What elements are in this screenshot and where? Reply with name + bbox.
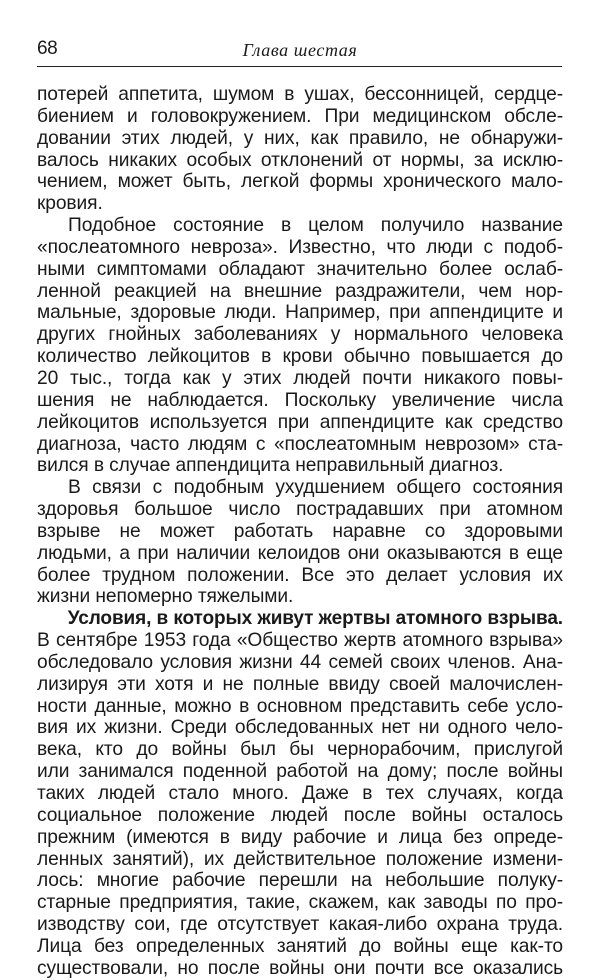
text-line: ными симптомами обладают значительно более ослаб- — [37, 258, 563, 280]
text-line: людьми, а при наличии келоидов они оказываются в еще — [37, 542, 563, 564]
text-line: вия их жизни. Среди обследованных нет ни одного чело- — [37, 717, 563, 739]
text-line: 20 тыс., тогда как у этих людей почти никакого повы- — [37, 367, 563, 389]
section-paragraph — [37, 608, 563, 979]
text-line: В связи с подобным ухудшением общего состояния — [68, 477, 563, 499]
text-line: В сентябре 1953 года «Общество жертв атомного взрыва» — [37, 630, 563, 652]
text-line: лось: многие рабочие перешли на небольшие полуку- — [37, 870, 563, 892]
text-line: чением, может быть, легкой формы хронического мало- — [37, 171, 563, 193]
text-line: количество лейкоцитов в крови обычно повышается до — [37, 346, 563, 368]
text-line: ленной реакцией на внешние раздражители, чем нор- — [37, 280, 563, 302]
text-line: или занимался поденной работой на дому; после войны — [37, 761, 563, 783]
text-line: таких людей стало много. Даже в тех случаях, когда — [37, 783, 563, 804]
text-line: старные предприятия, такие, скажем, как заводы по про- — [37, 892, 563, 914]
paragraph — [37, 215, 563, 477]
page-number: 68 — [37, 38, 58, 59]
text-line: «послеатомного невроза». Известно, что люди с подоб- — [37, 236, 563, 258]
text-line: социальное положение людей после войны осталось — [37, 804, 563, 826]
text-line: жизни непомерно тяжелыми. — [37, 586, 294, 608]
text-line: Подобное состояние в целом получило название — [68, 215, 563, 237]
body-text — [37, 84, 563, 980]
text-line: вился в случае аппендицита неправильный диагноз. — [37, 455, 504, 477]
text-line: Лица без определенных занятий до войны еще как-то — [37, 935, 563, 957]
text-line: ленных занятий), их действительное положение измени- — [37, 848, 563, 870]
paragraph — [37, 84, 563, 215]
header-rule — [37, 66, 562, 67]
text-line: лейкоцитов используется при аппендиците как средство — [37, 411, 563, 433]
text-line: шения не наблюдается. Поскольку увеличение числа — [37, 389, 563, 411]
text-line: мальные, здоровые люди. Например, при аппендиците и — [37, 302, 563, 324]
text-line: лизируя эти хотя и не полные ввиду своей малочислен- — [37, 673, 563, 695]
running-head — [37, 38, 563, 62]
text-line: взрыве не может работать наравне со здоровыми — [37, 520, 563, 542]
paragraph — [37, 477, 563, 608]
text-line: валось никаких особых отклонений от нормы, за исклю- — [37, 149, 563, 171]
text-line: изводству сои, где отсутствует какая-либо охрана труда. — [37, 914, 563, 936]
section-heading: Условия, в которых живут жертвы атомного взрыва. — [67, 608, 564, 630]
text-line: диагноза, часто людям с «послеатомным неврозом» ста- — [37, 433, 563, 455]
text-line: ности данные, можно в основном представить себе усло- — [37, 695, 563, 717]
chapter-title: Глава шестая — [242, 40, 358, 60]
text-line: здоровья большое число пострадавших при атомном — [37, 499, 563, 521]
text-line: прежним (имеются в виду рабочие и лица без опреде- — [37, 826, 563, 848]
text-line: других гнойных заболеваниях у нормального человека — [37, 324, 563, 346]
text-line: довании этих людей, у них, как правило, не обнаружи- — [37, 127, 563, 149]
text-line: века, кто до войны был бы чернорабочим, прислугой — [37, 739, 563, 761]
text-line: потерей аппетита, шумом в ушах, бессонницей, сердце- — [37, 84, 563, 105]
text-line: биением и головокружением. При медицинском обсле- — [37, 105, 563, 127]
text-line: существовали, но после войны они почти все оказались — [37, 957, 563, 979]
text-line: кровия. — [37, 193, 103, 215]
text-line: более трудном положении. Все это делает условия их — [37, 564, 563, 586]
text-line: обследовало условия жизни 44 семей своих членов. Ана- — [37, 651, 563, 673]
